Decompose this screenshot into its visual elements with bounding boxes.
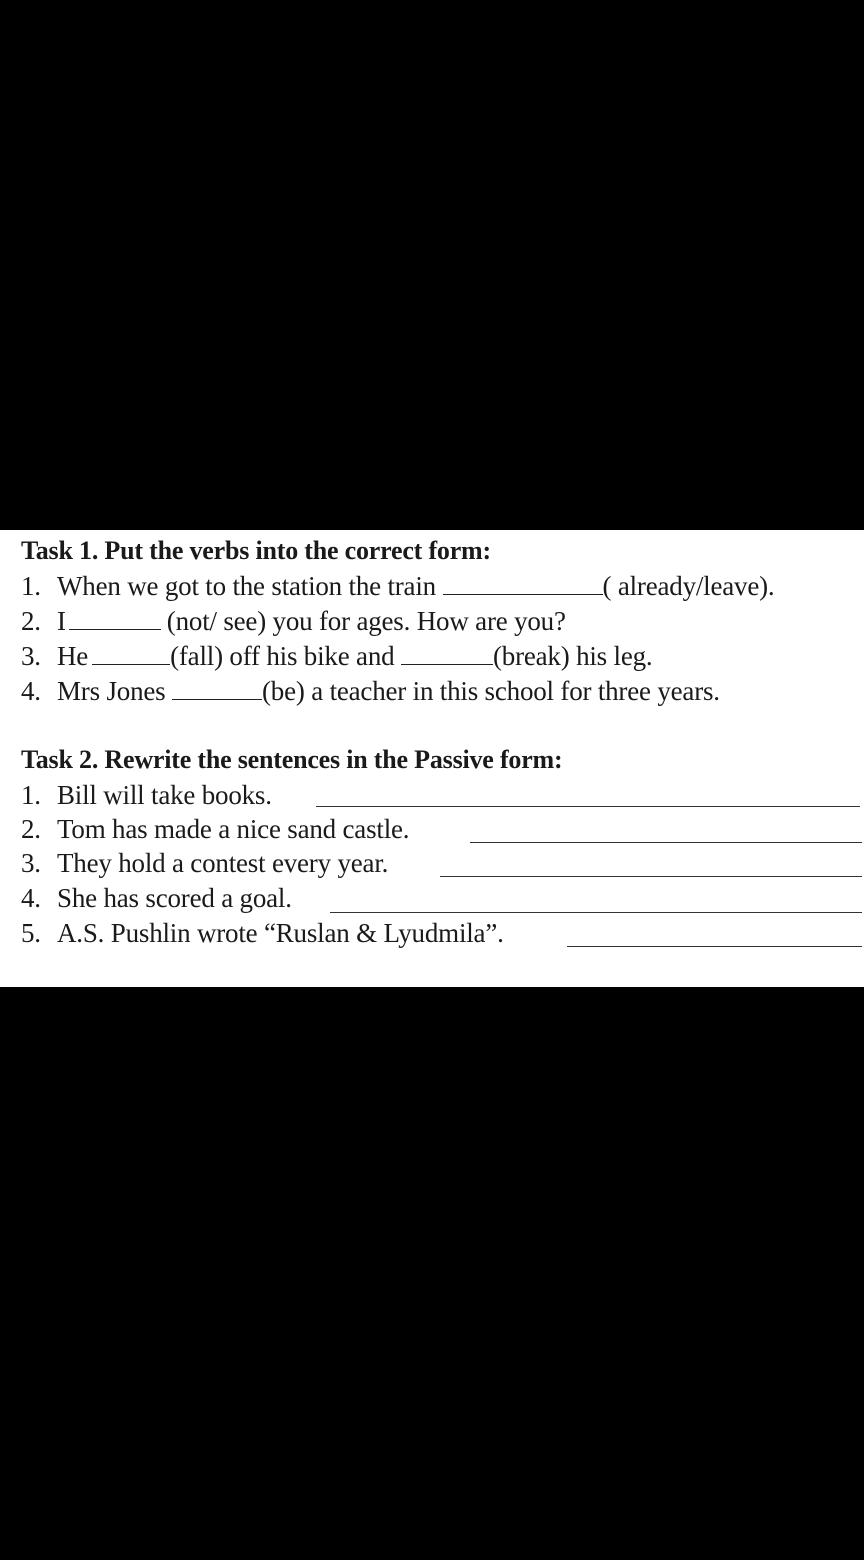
item-hint: (not/ see) you for ages. How are you? <box>166 606 566 636</box>
item-hint: (break) his leg. <box>492 641 653 671</box>
task2-heading: Task 2. Rewrite the sentences in the Passive form: <box>21 745 563 774</box>
task1-item-3 <box>21 640 652 672</box>
bottom-black-area <box>0 987 864 1560</box>
answer-blank[interactable] <box>172 677 262 700</box>
item-text: They hold a contest every year. <box>57 848 389 878</box>
item-text: She has scored a goal. <box>57 883 292 913</box>
item-number: 1. <box>21 780 41 810</box>
item-number: 1. <box>21 571 41 601</box>
answer-line[interactable] <box>470 842 862 843</box>
task1-item-2 <box>21 605 566 637</box>
item-number: 3. <box>21 848 41 878</box>
answer-line[interactable] <box>316 806 860 807</box>
item-hint: (fall) off his bike and <box>170 641 401 671</box>
item-text: I <box>57 606 66 636</box>
answer-line[interactable] <box>440 876 862 877</box>
item-number: 4. <box>21 883 41 913</box>
task2-item-3 <box>21 847 388 879</box>
task1-heading: Task 1. Put the verbs into the correct form: <box>21 536 491 565</box>
item-number: 4. <box>21 676 41 706</box>
answer-line[interactable] <box>567 946 862 947</box>
answer-line[interactable] <box>330 912 862 913</box>
answer-blank[interactable] <box>443 572 603 595</box>
worksheet <box>0 530 864 987</box>
answer-blank[interactable] <box>69 607 161 630</box>
task1-item-4 <box>21 675 720 707</box>
item-number: 3. <box>21 641 41 671</box>
answer-blank[interactable] <box>401 642 493 665</box>
task2-item-1 <box>21 779 272 811</box>
item-text: A.S. Pushlin wrote “Ruslan & Lyudmila”. <box>57 918 504 948</box>
item-number: 2. <box>21 814 41 844</box>
item-number: 2. <box>21 606 41 636</box>
item-text: Tom has made a nice sand castle. <box>57 814 410 844</box>
task2-item-4 <box>21 882 292 914</box>
item-text: Mrs Jones <box>57 676 173 706</box>
task2-item-2 <box>21 813 409 845</box>
answer-blank[interactable] <box>92 642 170 665</box>
item-hint: ( already/leave). <box>602 571 775 601</box>
task2-item-5 <box>21 917 504 949</box>
top-black-area <box>0 0 864 530</box>
item-text: He <box>57 641 89 671</box>
item-hint: (be) a teacher in this school for three years. <box>262 676 720 706</box>
item-text: Bill will take books. <box>57 780 272 810</box>
item-number: 5. <box>21 918 41 948</box>
task1-item-1 <box>21 570 774 602</box>
item-text: When we got to the station the train <box>57 571 443 601</box>
